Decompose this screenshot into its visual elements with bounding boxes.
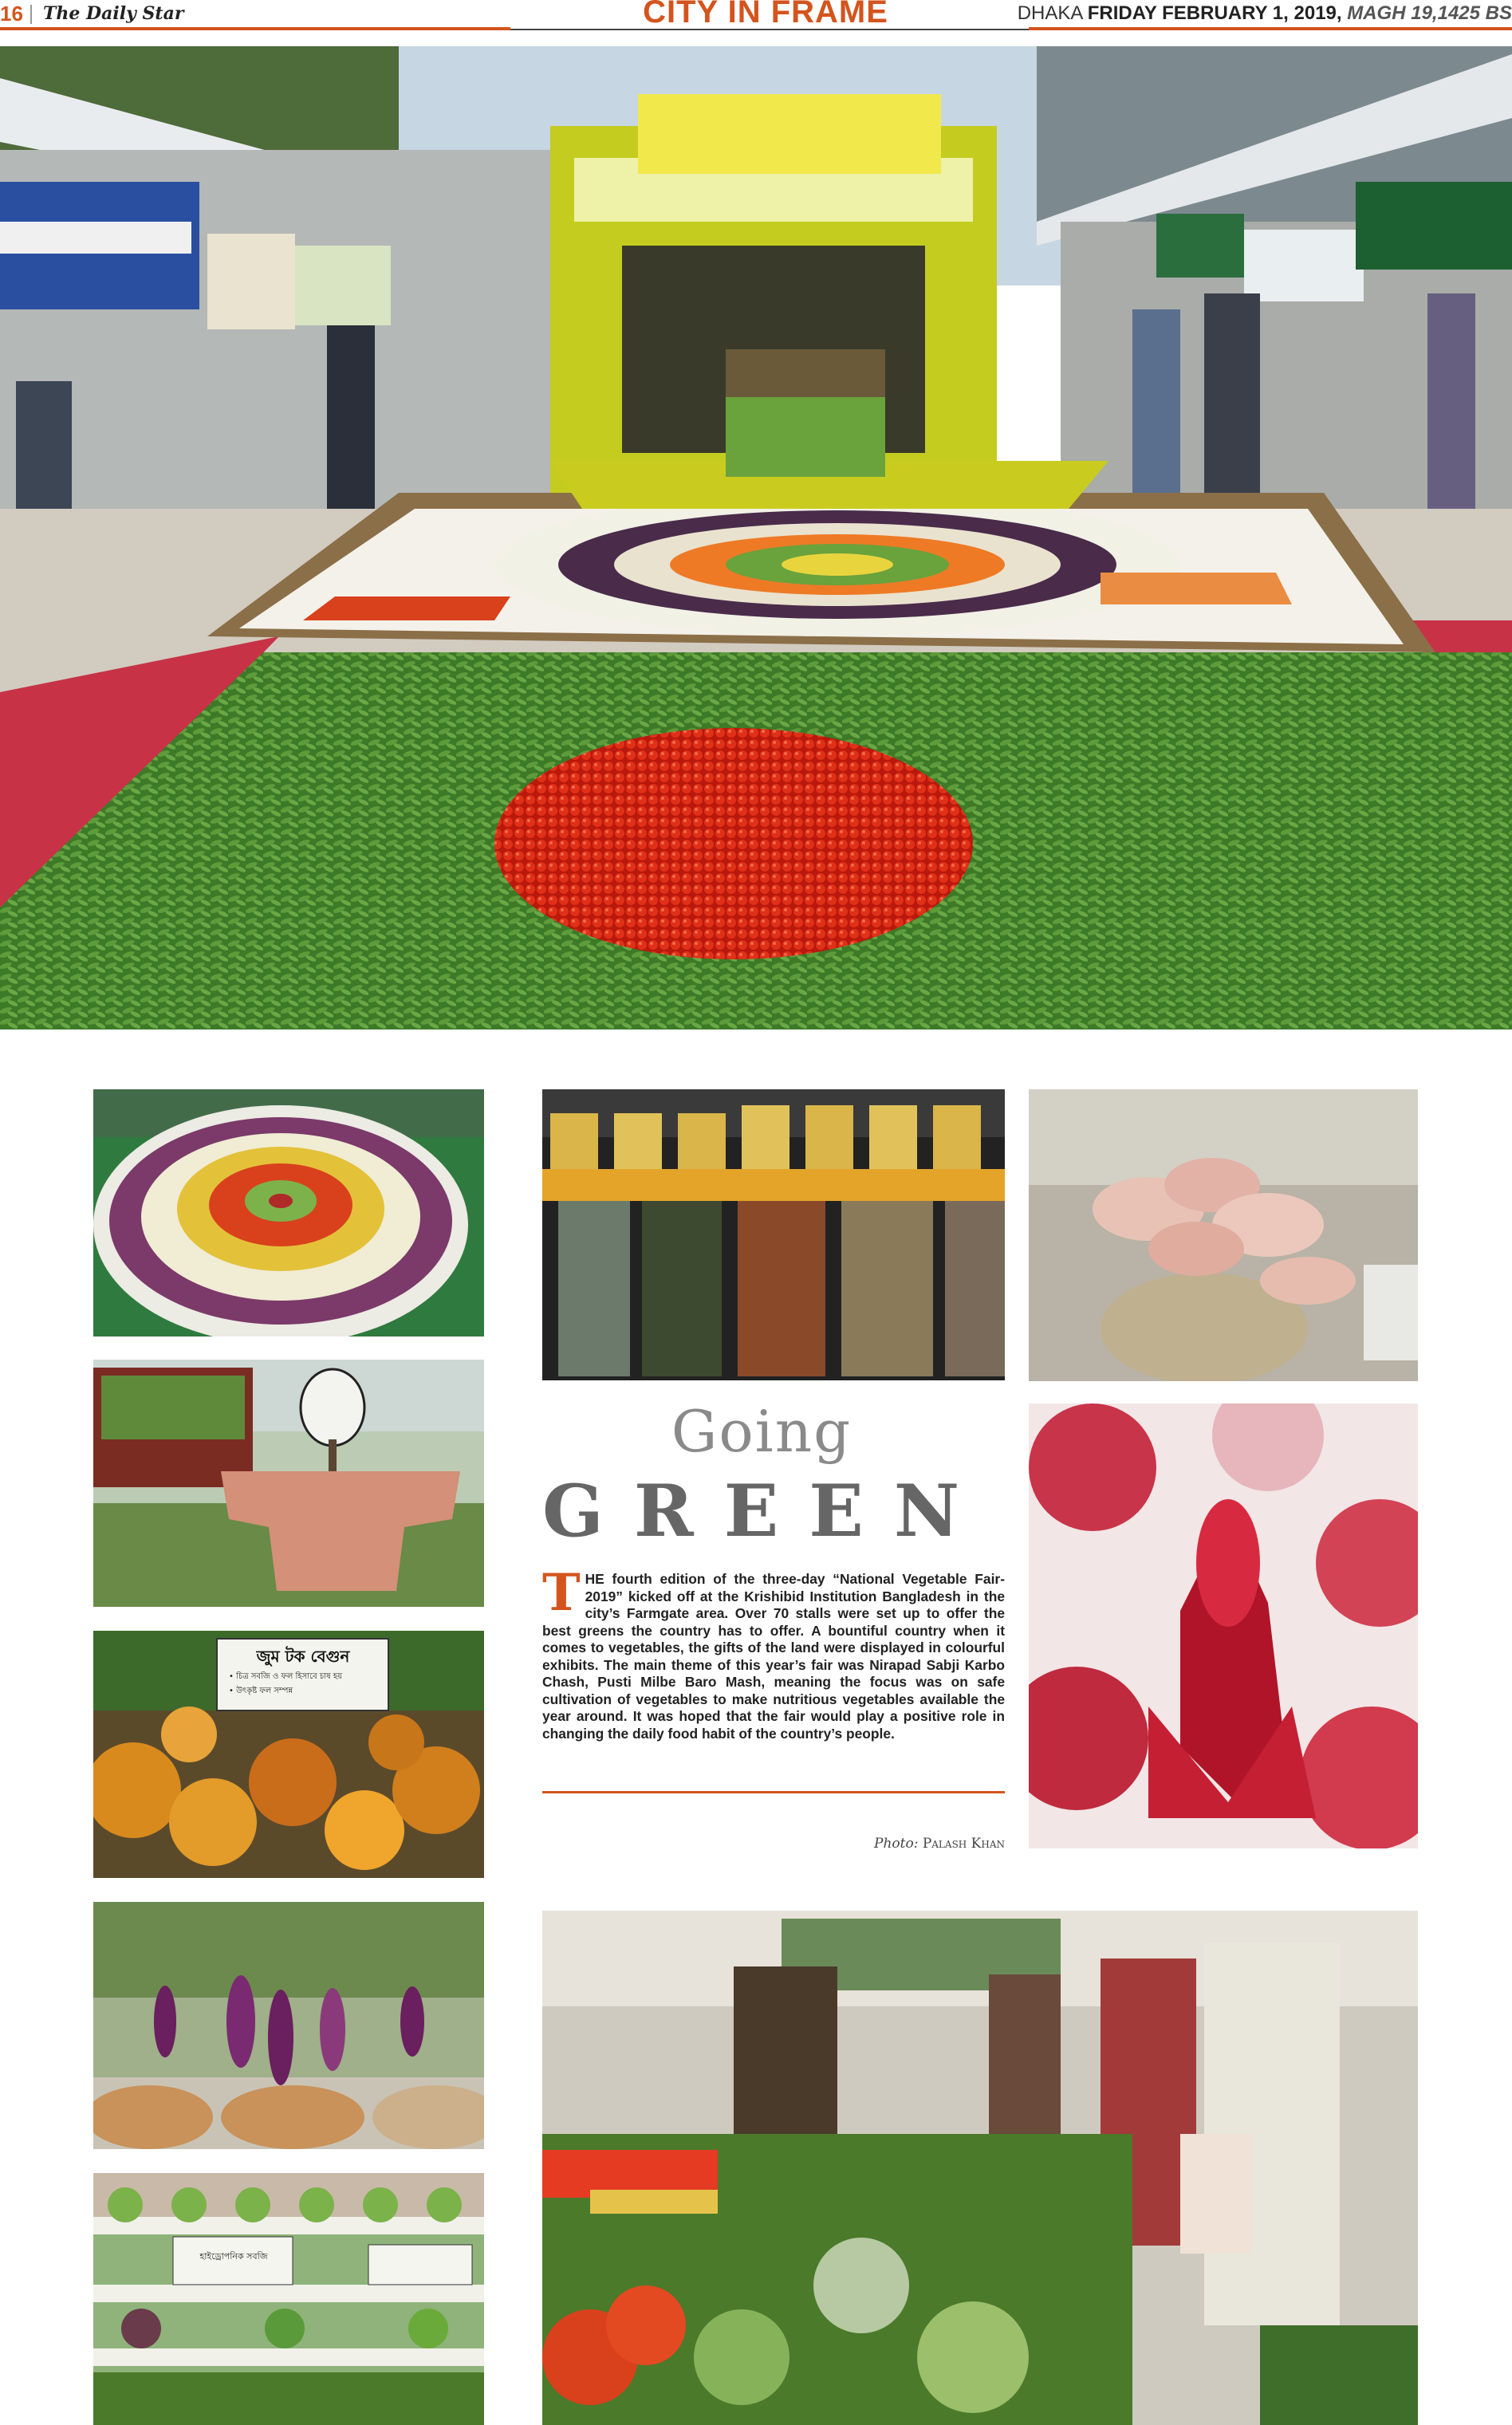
photo-scarecrow bbox=[93, 1360, 484, 1607]
article-rule bbox=[542, 1791, 1005, 1793]
page-number: 16 bbox=[0, 2, 23, 26]
photo-hydroponic bbox=[93, 2173, 484, 2425]
photo-vegetable-ring bbox=[93, 1089, 484, 1337]
article-title-line1: Going bbox=[671, 1398, 852, 1465]
drop-cap: T bbox=[542, 1563, 581, 1623]
tok-begun-sign-line2: • উৎকৃষ্ট ফল সম্পন্ন bbox=[229, 1687, 293, 1695]
header-rule-left bbox=[0, 27, 510, 30]
dateline-bangla-date: MAGH 19,1425 BS bbox=[1347, 2, 1512, 24]
hydroponic-sign: হাইড্রোপনিক সবজি bbox=[199, 2251, 268, 2262]
photo-mushrooms bbox=[1029, 1089, 1418, 1381]
section-title: CITY IN FRAME bbox=[643, 0, 888, 30]
photo-vegetable-market bbox=[542, 1911, 1418, 2425]
tok-begun-sign-line1: • চিত্র সবজি ও ফল হিসাবে চাষ হয় bbox=[229, 1672, 343, 1681]
newspaper-name: The Daily Star bbox=[43, 3, 184, 24]
article-title-line2: GREEN bbox=[542, 1469, 990, 1553]
photo-credit bbox=[797, 1836, 1005, 1852]
dateline-city: DHAKA bbox=[1017, 2, 1083, 24]
dateline-date: FRIDAY FEBRUARY 1, 2019, bbox=[1087, 2, 1342, 24]
dateline bbox=[1018, 0, 1512, 27]
header-rule-right bbox=[1029, 27, 1512, 30]
divider bbox=[30, 5, 32, 24]
main-photo bbox=[0, 46, 1512, 1029]
photo-purple-eggplants bbox=[93, 1902, 484, 2149]
photo-credit-label: Photo: bbox=[874, 1836, 919, 1852]
article-body bbox=[542, 1563, 1005, 1742]
article-body-text: HE fourth edition of the three-day “National Vegetable Fair-2019” kicked off at the Krishibid Institution Bangladesh in the city’s Farmgate area. Over 70 stalls were set up to offer the best greens the country has to offer. A bountiful country when it comes to vegetables, the gifts of the land were displayed in colourful exhibits. The main theme of this year’s fair was Nirapad Sabji Karbo Chash, Pusti Milbe Baro Mash, meaning the focus was on safe cultivation of vegetables to make nutritious vegetables available the year around. It was hoped that the fair would play a positive role in changing the daily food habit of the country’s people. bbox=[542, 1571, 1005, 1742]
masthead bbox=[0, 0, 1512, 30]
photo-roselle bbox=[1029, 1403, 1418, 1848]
tok-begun-sign-title: জুম টক বেগুন bbox=[256, 1647, 350, 1666]
photo-seed-jars bbox=[542, 1089, 1005, 1380]
photo-tok-begun bbox=[93, 1631, 484, 1878]
photo-credit-name: Palash Khan bbox=[922, 1836, 1005, 1852]
